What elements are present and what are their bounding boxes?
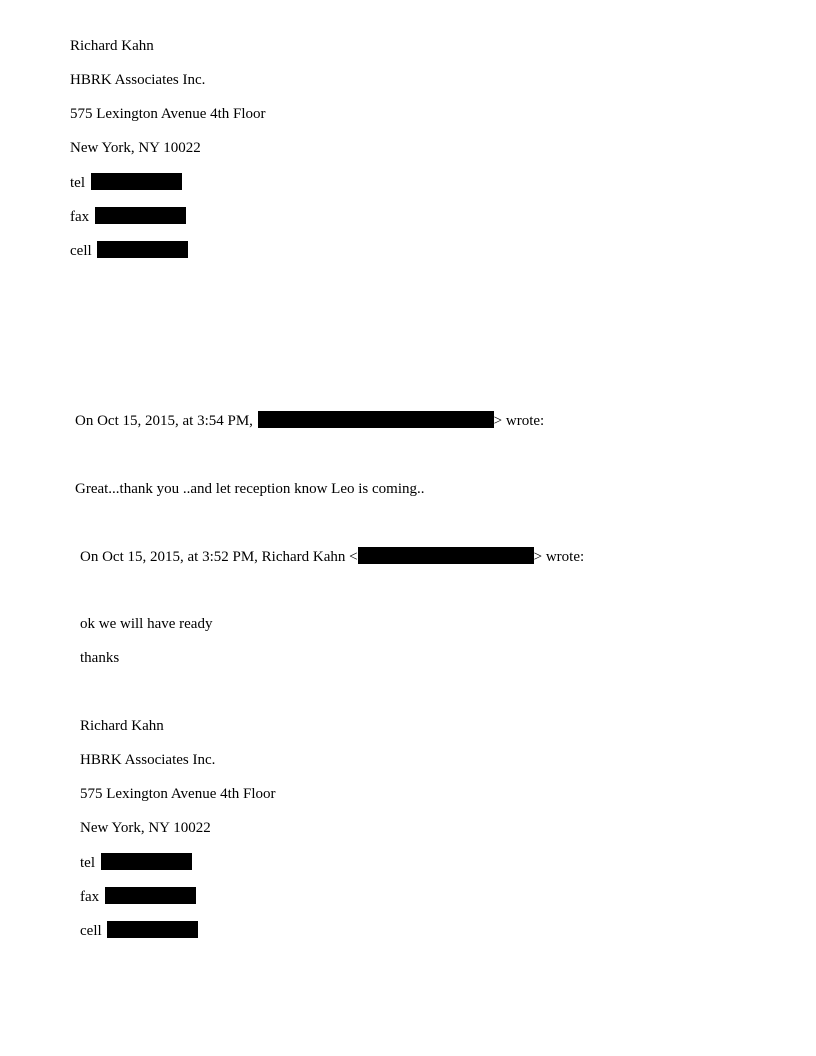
redaction-bar xyxy=(358,547,534,564)
cell-label: cell xyxy=(70,243,92,259)
signature-top-name: Richard Kahn xyxy=(70,38,154,54)
redaction-bar xyxy=(105,887,196,904)
reply-1-header xyxy=(75,411,544,429)
signature-bottom-company: HBRK Associates Inc. xyxy=(80,752,216,768)
reply-1-header-prefix: On Oct 15, 2015, at 3:54 PM, xyxy=(75,413,253,429)
tel-label: tel xyxy=(70,175,85,191)
redaction-bar xyxy=(95,207,186,224)
redaction-bar xyxy=(101,853,192,870)
reply-2-header xyxy=(80,547,584,565)
redaction-bar xyxy=(258,411,494,428)
fax-label: fax xyxy=(80,889,100,905)
redaction-bar xyxy=(97,241,188,258)
signature-bottom-address: 575 Lexington Avenue 4th Floor xyxy=(80,786,276,802)
signature-top-company: HBRK Associates Inc. xyxy=(70,72,206,88)
redaction-bar xyxy=(91,173,182,190)
reply-1-body: Great...thank you ..and let reception know Leo is coming.. xyxy=(75,481,425,497)
reply-2-body-line-2: thanks xyxy=(80,650,120,666)
signature-top-address: 575 Lexington Avenue 4th Floor xyxy=(70,106,266,122)
signature-bottom-tel xyxy=(80,853,192,871)
signature-top-cell xyxy=(70,241,188,259)
reply-2-header-suffix: > wrote: xyxy=(533,549,585,565)
redaction-bar xyxy=(107,921,198,938)
signature-top-city: New York, NY 10022 xyxy=(70,140,201,156)
reply-1-header-suffix: > wrote: xyxy=(493,413,545,429)
signature-bottom-name: Richard Kahn xyxy=(80,718,164,734)
reply-2-header-prefix: On Oct 15, 2015, at 3:52 PM, Richard Kahn < xyxy=(80,549,358,565)
reply-2-body-line-1: ok we will have ready xyxy=(80,616,213,632)
signature-bottom-city: New York, NY 10022 xyxy=(80,820,211,836)
fax-label: fax xyxy=(70,209,90,225)
signature-bottom-fax xyxy=(80,887,196,905)
tel-label: tel xyxy=(80,855,95,871)
signature-bottom-cell xyxy=(80,921,198,939)
cell-label: cell xyxy=(80,923,102,939)
signature-top-tel xyxy=(70,173,182,191)
signature-top-fax xyxy=(70,207,186,225)
